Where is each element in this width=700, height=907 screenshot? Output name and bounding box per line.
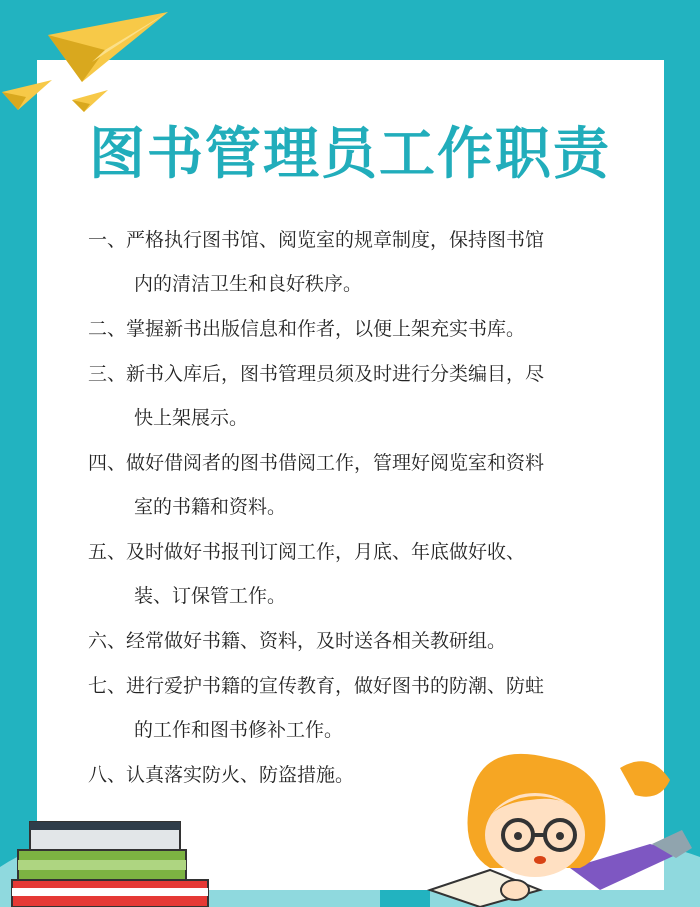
list-item: [88, 307, 633, 351]
duty-list: [88, 218, 633, 798]
item-text-continued: 室的书籍和资料。: [134, 496, 287, 518]
item-text: 认真落实防火、防盗措施。: [126, 764, 355, 786]
item-number: 七、: [88, 675, 127, 697]
list-item: [88, 664, 633, 752]
item-number: 三、: [88, 363, 127, 385]
item-text: 进行爱护书籍的宣传教育，做好图书的防潮、防蛀: [126, 675, 545, 697]
item-text: 严格执行图书馆、阅览室的规章制度，保持图书馆: [126, 229, 545, 251]
item-text-continued: 的工作和图书修补工作。: [134, 719, 344, 741]
girl-reading-illustration: [420, 740, 700, 907]
stack-of-books: [0, 812, 220, 907]
item-number: 六、: [88, 630, 127, 652]
item-number: 一、: [88, 229, 127, 251]
list-item: [88, 619, 633, 663]
item-text: 掌握新书出版信息和作者，以便上架充实书库。: [126, 318, 526, 340]
list-item: [88, 218, 633, 306]
list-item: [88, 441, 633, 529]
item-text: 经常做好书籍、资料，及时送各相关教研组。: [126, 630, 507, 652]
item-number: 二、: [88, 318, 127, 340]
paper-plane-icon: [0, 0, 200, 120]
item-text-continued: 装、订保管工作。: [134, 585, 287, 607]
item-number: 四、: [88, 452, 127, 474]
item-text: 及时做好书报刊订阅工作，月底、年底做好收、: [126, 541, 526, 563]
list-item: [88, 352, 633, 440]
item-number: 八、: [88, 764, 127, 786]
item-text-continued: 快上架展示。: [134, 407, 249, 429]
item-text: 新书入库后，图书管理员须及时进行分类编目，尽: [126, 363, 545, 385]
item-text: 做好借阅者的图书借阅工作，管理好阅览室和资料: [126, 452, 545, 474]
page-title: 图书管理员工作职责: [89, 122, 611, 187]
item-number: 五、: [88, 541, 127, 563]
list-item: [88, 530, 633, 618]
item-text-continued: 内的清洁卫生和良好秩序。: [134, 273, 363, 295]
